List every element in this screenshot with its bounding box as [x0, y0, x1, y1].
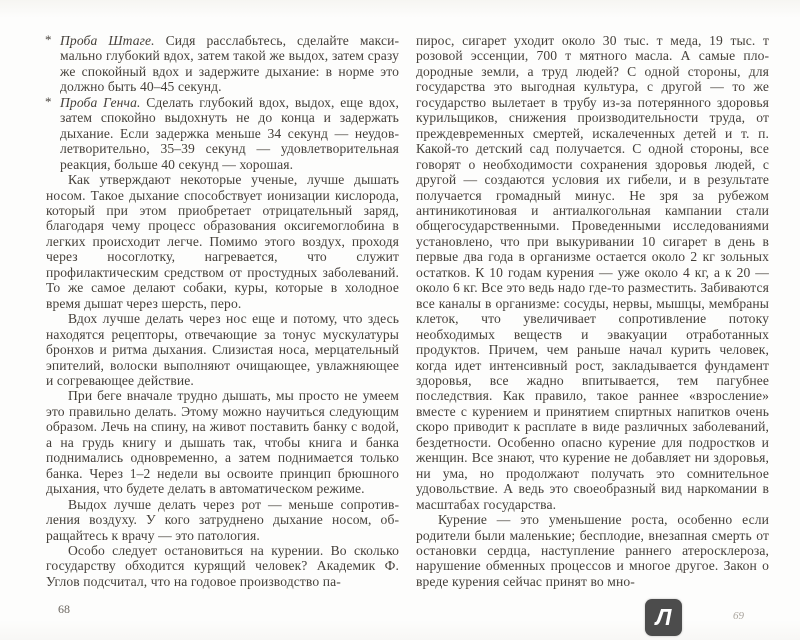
bullet-text: Сделать глубокий вдох, выдох, еще вдох, затем спокойно выдохнуть не до конца и задержать дыхание. Если задержка меньше 34 секунд — неудовлетворительно, 35–39 секунд — удовлетворительная реакция, больше 40 секунд — хорошая. — [60, 94, 400, 172]
bullet-lead: Проба Штаге. — [60, 33, 155, 48]
bullet-text: Сидя расслабьтесь, сделайте максимально глубокий вдох, затем такой же выдох, затем сразу же спокойный вдох и задержите дыхание: в норме это должно быть 40–45 секунд. — [60, 33, 400, 95]
bullet-list — [46, 33, 399, 172]
page-left — [46, 33, 399, 589]
paragraph: При беге вначале трудно дышать, мы просто не умеем это правильно делать. Этому можно научиться следующим образом. Лечь на спину, на живот поставить банку с водой, а на грудь книгу и дышать так, чтобы книга и банка поднимались одновременно, а затем поднимается только банка. Через 1–2 недели вы освоите принцип брюшного дыхания, что будете делать в автоматическом режиме. — [46, 388, 399, 497]
page-number-left: 68 — [58, 602, 70, 616]
list-item — [46, 33, 399, 95]
paragraph: Особо следует остановиться на курении. Во сколько государству обходится курящий человек? Академик Ф. Углов подсчитал, что на годовое производство па- — [46, 542, 399, 589]
paragraph: пирос, сигарет уходит около 30 тыс. т меда, 19 тыс. т розовой эссенции, 700 т мятного масла. А самые плодородные земли, а труд людей? С одной стороны, для государства это выгодная культура, с другой — то же государство вылетает в трубу из-за потерянного здоровья курильщиков, снижения производительности труда, от преждевременных смертей, искалеченных детей и т. п. Какой-то детский сад получается. С одной стороны, все говорят о необходимости сохранения здоровья людей, с другой — создаются условия их гибели, и в результате получается громадный минус. Не зря за рубежом антиникотиновая и антиалкогольная кампании стали общегосударственными. Проведенными исследованиями установлено, что при выкуривании 10 сигарет в день в первые два года в организме остается около 2 кг зольных остатков. К 10 годам курения — уже около 4 кг, а к 20 — около 6 кг. Все это ведь надо где-то разместить. Забиваются все каналы в организме: сосуды, нервы, мышцы, мембраны клеток, что увеличивает сопротивление потоку необходимых веществ и эвакуации отработанных продуктов. Причем, чем раньше начал курить человек, когда идет интенсивный рост, закладывается фундамент здоровья, все жадно впитывается, тем пагубнее последствия. Как правило, такое раннее «взросление» вместе с курением и принятием спиртных напитков очень скоро приводит к расплате в виде различных заболеваний, бездетности. Особенно опасно курение для подростков и женщин. Все знают, что курение не добавляет ни здоровья, ни ума, но продолжают получать это сомнительное удовольствие. А ведь это своеобразный вид наркомании в масштабах государства. — [416, 33, 769, 512]
paragraph: Как утверждают некоторые ученые, лучше дышать носом. Такое дыхание способствует ионизации кислорода, который при этом приобретает отрицательный заряд, благодаря чему процесс образования оксигемоглобина в легких происходит легче. Помимо этого воздух, проходя через носоглотку, нагревается, что служит профилактическим средством от простудных заболеваний. То же самое делают собаки, куры, которые в холодное время дышат через шерсть, перо. — [46, 172, 399, 311]
paragraph: Курение — это уменьшение роста, особенно если родители были маленькие; бесплодие, внезапная смерть от остановки сердца, наступление раннего атеросклероза, нарушение обменных процессов и многое другое. Закон о вреде курения сейчас принят во мно- — [416, 512, 769, 589]
watermark-logo — [645, 599, 682, 636]
watermark-letter: Л — [655, 604, 672, 630]
paragraph: Выдох лучше делать через рот — меньше сопротивления воздуху. У кого затруднено дыхание носом, обращайтесь к врачу — это патология. — [46, 496, 399, 543]
asterisk-marker: * — [45, 32, 52, 47]
list-item — [46, 95, 399, 172]
paragraph: Вдох лучше делать через нос еще и потому, что здесь находятся рецепторы, отвечающие за тонус мускулатуры бронхов и ритма дыхания. Слизистая носа, мерцательный эпителий, волоски выполняют очищающее, увлажняющее и согревающее действие. — [46, 311, 399, 388]
page-number-right: 69 — [733, 610, 744, 622]
asterisk-marker: * — [45, 93, 52, 109]
page-right — [416, 33, 769, 589]
bullet-lead: Проба Генча. — [60, 94, 141, 110]
